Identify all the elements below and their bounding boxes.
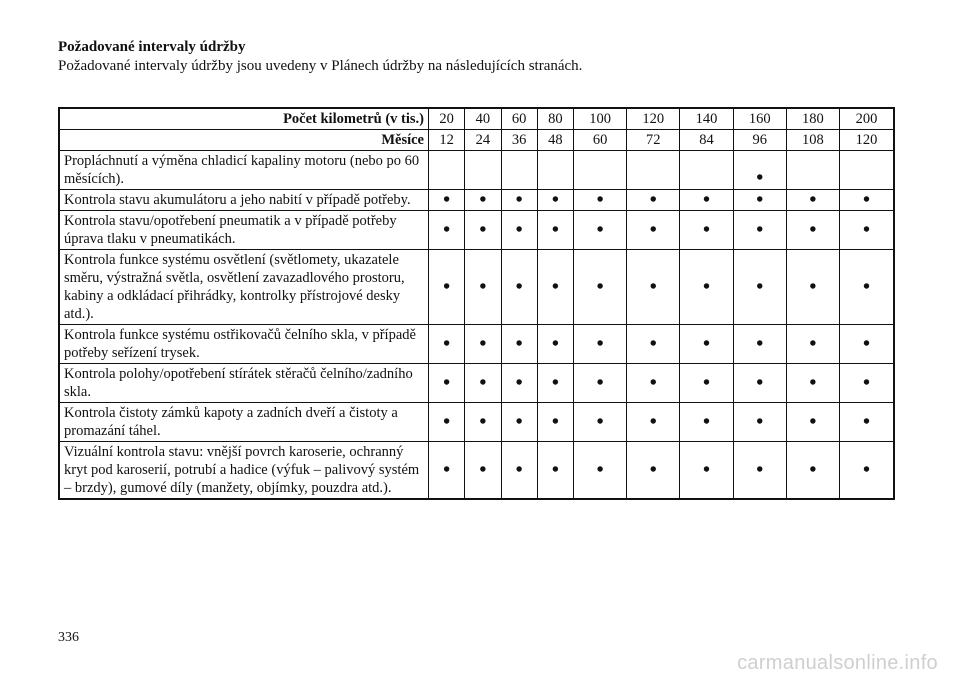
months-value-cell: 12 (429, 130, 465, 151)
intro-paragraph: Požadované intervaly údržby jsou uvedeny v Plánech údržby na následujících stranách. (58, 58, 583, 74)
watermark: carmanualsonline.info (737, 652, 938, 674)
service-mark: • (627, 325, 680, 364)
service-mark: • (537, 325, 573, 364)
service-mark: • (574, 325, 627, 364)
service-mark: • (786, 190, 839, 211)
service-mark: • (840, 442, 894, 500)
service-mark: • (680, 364, 733, 403)
km-value-cell: 100 (574, 108, 627, 130)
service-mark: • (733, 442, 786, 500)
service-mark: • (501, 250, 537, 325)
service-mark: • (465, 211, 501, 250)
service-mark: • (429, 403, 465, 442)
km-header-row (59, 108, 894, 130)
table-row (59, 250, 894, 325)
service-mark: • (501, 325, 537, 364)
service-mark: • (680, 403, 733, 442)
km-value-cell: 200 (840, 108, 894, 130)
service-mark: • (501, 364, 537, 403)
months-header-label: Měsíce (59, 130, 429, 151)
task-description: Kontrola stavu akumulátoru a jeho nabití v případě potřeby. (59, 190, 429, 211)
service-mark: • (786, 211, 839, 250)
service-mark: • (733, 403, 786, 442)
service-mark: • (840, 364, 894, 403)
months-value-cell: 36 (501, 130, 537, 151)
service-mark: • (465, 250, 501, 325)
service-mark: • (627, 442, 680, 500)
service-mark: • (733, 151, 786, 190)
km-value-cell: 120 (627, 108, 680, 130)
service-mark: • (537, 211, 573, 250)
service-mark: • (627, 250, 680, 325)
service-mark: • (840, 325, 894, 364)
service-mark: • (627, 190, 680, 211)
service-mark: • (733, 250, 786, 325)
empty-cell (840, 151, 894, 190)
service-mark: • (465, 442, 501, 500)
service-mark: • (786, 442, 839, 500)
task-description: Kontrola funkce systému osvětlení (světlomety, ukazatele směru, výstražná světla, osvětlení zavazadlového prostoru, kabiny a odkládací přihrádky, kontrolky přístrojové desky atd.). (59, 250, 429, 325)
months-value-cell: 60 (574, 130, 627, 151)
empty-cell (429, 151, 465, 190)
page-number: 336 (58, 630, 79, 645)
months-value-cell: 72 (627, 130, 680, 151)
table-row (59, 364, 894, 403)
table-row (59, 151, 894, 190)
months-header-row (59, 130, 894, 151)
months-value-cell: 108 (786, 130, 839, 151)
service-mark: • (537, 364, 573, 403)
task-description: Kontrola funkce systému ostřikovačů čelního skla, v případě potřeby seřízení trysek. (59, 325, 429, 364)
service-mark: • (429, 364, 465, 403)
table-row (59, 190, 894, 211)
service-mark: • (840, 250, 894, 325)
task-description: Propláchnutí a výměna chladicí kapaliny motoru (nebo po 60 měsících). (59, 151, 429, 190)
service-mark: • (429, 325, 465, 364)
service-mark: • (574, 403, 627, 442)
service-mark: • (733, 325, 786, 364)
service-mark: • (733, 190, 786, 211)
empty-cell (537, 151, 573, 190)
service-mark: • (574, 190, 627, 211)
service-mark: • (429, 211, 465, 250)
maintenance-schedule-table (58, 107, 895, 500)
km-value-cell: 80 (537, 108, 573, 130)
km-value-cell: 140 (680, 108, 733, 130)
months-value-cell: 84 (680, 130, 733, 151)
empty-cell (627, 151, 680, 190)
empty-cell (465, 151, 501, 190)
service-mark: • (733, 364, 786, 403)
service-mark: • (680, 442, 733, 500)
task-description: Kontrola čistoty zámků kapoty a zadních dveří a čistoty a promazání táhel. (59, 403, 429, 442)
service-mark: • (786, 325, 839, 364)
table-row (59, 442, 894, 500)
km-value-cell: 180 (786, 108, 839, 130)
service-mark: • (465, 403, 501, 442)
service-mark: • (733, 211, 786, 250)
service-mark: • (680, 250, 733, 325)
service-mark: • (840, 403, 894, 442)
months-value-cell: 120 (840, 130, 894, 151)
km-value-cell: 160 (733, 108, 786, 130)
service-mark: • (465, 325, 501, 364)
task-description: Vizuální kontrola stavu: vnější povrch karoserie, ochranný kryt pod karoserií, potrubí a hadice (výfuk – palivový systém – brzdy), gumové díly (manžety, objímky, pouzdra atd.). (59, 442, 429, 500)
table-row (59, 403, 894, 442)
service-mark: • (537, 190, 573, 211)
service-mark: • (680, 211, 733, 250)
km-header-label: Počet kilometrů (v tis.) (59, 108, 429, 130)
empty-cell (574, 151, 627, 190)
service-mark: • (627, 211, 680, 250)
service-mark: • (501, 403, 537, 442)
empty-cell (786, 151, 839, 190)
service-mark: • (680, 190, 733, 211)
service-mark: • (786, 403, 839, 442)
service-mark: • (501, 190, 537, 211)
service-mark: • (574, 211, 627, 250)
service-mark: • (786, 364, 839, 403)
task-description: Kontrola polohy/opotřebení stírátek stěračů čelního/zadního skla. (59, 364, 429, 403)
service-mark: • (537, 442, 573, 500)
service-mark: • (429, 190, 465, 211)
service-mark: • (501, 442, 537, 500)
service-mark: • (429, 250, 465, 325)
km-value-cell: 60 (501, 108, 537, 130)
service-mark: • (537, 403, 573, 442)
months-value-cell: 48 (537, 130, 573, 151)
table-row (59, 211, 894, 250)
empty-cell (501, 151, 537, 190)
service-mark: • (465, 364, 501, 403)
section-heading: Požadované intervaly údržby (58, 39, 246, 55)
empty-cell (680, 151, 733, 190)
service-mark: • (501, 211, 537, 250)
months-value-cell: 96 (733, 130, 786, 151)
months-value-cell: 24 (465, 130, 501, 151)
service-mark: • (537, 250, 573, 325)
service-mark: • (840, 211, 894, 250)
task-description: Kontrola stavu/opotřebení pneumatik a v případě potřeby úprava tlaku v pneumatikách. (59, 211, 429, 250)
service-mark: • (627, 403, 680, 442)
service-mark: • (465, 190, 501, 211)
service-mark: • (680, 325, 733, 364)
service-mark: • (786, 250, 839, 325)
service-mark: • (429, 442, 465, 500)
service-mark: • (840, 190, 894, 211)
service-mark: • (574, 442, 627, 500)
table-row (59, 325, 894, 364)
km-value-cell: 20 (429, 108, 465, 130)
service-mark: • (627, 364, 680, 403)
km-value-cell: 40 (465, 108, 501, 130)
service-mark: • (574, 250, 627, 325)
service-mark: • (574, 364, 627, 403)
